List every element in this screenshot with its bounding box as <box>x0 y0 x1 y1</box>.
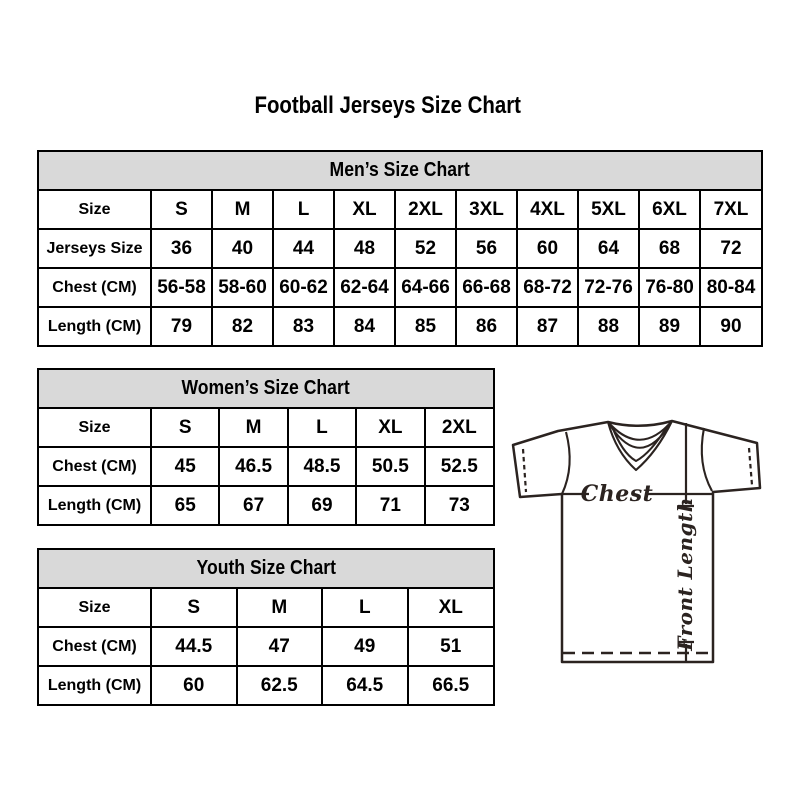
value-cell: 76-80 <box>639 268 700 307</box>
value-cell: 72 <box>700 229 761 268</box>
row-label-cell: Size <box>39 191 151 229</box>
value-cell: 7XL <box>700 191 761 229</box>
value-cell: 2XL <box>425 409 493 447</box>
value-cell: 85 <box>395 307 456 345</box>
page-title-text: Football Jerseys Size Chart <box>254 92 522 119</box>
row-label-cell: Length (CM) <box>39 666 151 704</box>
jersey-measurement-diagram <box>505 405 770 670</box>
value-cell: 4XL <box>517 191 578 229</box>
value-cell: 36 <box>151 229 212 268</box>
table-row <box>39 589 493 627</box>
value-cell: 6XL <box>639 191 700 229</box>
row-label-cell: Size <box>39 589 151 627</box>
value-cell: 80-84 <box>700 268 761 307</box>
value-cell: 50.5 <box>356 447 424 486</box>
value-cell: L <box>288 409 356 447</box>
value-cell: S <box>151 409 219 447</box>
womens-chart-header <box>39 370 493 409</box>
value-cell: 64.5 <box>322 666 408 704</box>
value-cell: 51 <box>408 627 494 666</box>
value-cell: 60 <box>151 666 237 704</box>
table-row <box>39 486 493 524</box>
value-cell: 71 <box>356 486 424 524</box>
womens-size-table <box>39 409 493 524</box>
value-cell: 56-58 <box>151 268 212 307</box>
value-cell: L <box>273 191 334 229</box>
mens-size-table <box>39 191 761 345</box>
value-cell: 62.5 <box>237 666 323 704</box>
value-cell: 65 <box>151 486 219 524</box>
value-cell: M <box>212 191 273 229</box>
value-cell: 88 <box>578 307 639 345</box>
value-cell: 60-62 <box>273 268 334 307</box>
row-label-cell: Chest (CM) <box>39 268 151 307</box>
table-row <box>39 409 493 447</box>
table-row <box>39 666 493 704</box>
row-label-cell: Jerseys Size <box>39 229 151 268</box>
value-cell: M <box>219 409 287 447</box>
value-cell: 79 <box>151 307 212 345</box>
value-cell: 44 <box>273 229 334 268</box>
value-cell: 48.5 <box>288 447 356 486</box>
value-cell: 62-64 <box>334 268 395 307</box>
page-title <box>0 92 776 120</box>
youth-chart-header <box>39 550 493 589</box>
table-row <box>39 191 761 229</box>
value-cell: 66.5 <box>408 666 494 704</box>
value-cell: 69 <box>288 486 356 524</box>
table-row <box>39 229 761 268</box>
value-cell: 87 <box>517 307 578 345</box>
value-cell: 46.5 <box>219 447 287 486</box>
value-cell: 52.5 <box>425 447 493 486</box>
youth-size-table <box>39 589 493 704</box>
value-cell: 72-76 <box>578 268 639 307</box>
value-cell: 44.5 <box>151 627 237 666</box>
value-cell: 73 <box>425 486 493 524</box>
value-cell: 45 <box>151 447 219 486</box>
youth-chart-header-text: Youth Size Chart <box>196 557 336 579</box>
value-cell: 47 <box>237 627 323 666</box>
mens-chart-header-text: Men’s Size Chart <box>329 159 471 181</box>
value-cell: 49 <box>322 627 408 666</box>
value-cell: 5XL <box>578 191 639 229</box>
row-label-cell: Chest (CM) <box>39 627 151 666</box>
value-cell: 66-68 <box>456 268 517 307</box>
value-cell: 83 <box>273 307 334 345</box>
table-row <box>39 447 493 486</box>
mens-size-chart <box>37 150 763 347</box>
womens-chart-header-text: Women’s Size Chart <box>181 377 351 399</box>
value-cell: M <box>237 589 323 627</box>
jersey-outline <box>513 421 760 662</box>
table-row <box>39 268 761 307</box>
value-cell: 48 <box>334 229 395 268</box>
value-cell: XL <box>408 589 494 627</box>
value-cell: 82 <box>212 307 273 345</box>
value-cell: S <box>151 589 237 627</box>
value-cell: XL <box>334 191 395 229</box>
value-cell: 64-66 <box>395 268 456 307</box>
value-cell: 84 <box>334 307 395 345</box>
row-label-cell: Size <box>39 409 151 447</box>
row-label-cell: Length (CM) <box>39 307 151 345</box>
value-cell: 68-72 <box>517 268 578 307</box>
row-label-cell: Length (CM) <box>39 486 151 524</box>
mens-chart-header <box>39 152 761 191</box>
value-cell: S <box>151 191 212 229</box>
womens-size-chart <box>37 368 495 526</box>
row-label-cell: Chest (CM) <box>39 447 151 486</box>
value-cell: 56 <box>456 229 517 268</box>
value-cell: XL <box>356 409 424 447</box>
womens-size-table-body <box>39 409 493 524</box>
value-cell: 86 <box>456 307 517 345</box>
chest-label: Chest <box>580 481 654 507</box>
value-cell: 64 <box>578 229 639 268</box>
youth-size-chart <box>37 548 495 706</box>
value-cell: 60 <box>517 229 578 268</box>
value-cell: 89 <box>639 307 700 345</box>
mens-size-table-body <box>39 191 761 345</box>
value-cell: 68 <box>639 229 700 268</box>
value-cell: 67 <box>219 486 287 524</box>
front-length-label: Front Length <box>673 497 697 651</box>
table-row <box>39 307 761 345</box>
value-cell: 52 <box>395 229 456 268</box>
value-cell: 40 <box>212 229 273 268</box>
value-cell: 90 <box>700 307 761 345</box>
value-cell: 58-60 <box>212 268 273 307</box>
value-cell: 2XL <box>395 191 456 229</box>
youth-size-table-body <box>39 589 493 704</box>
value-cell: 3XL <box>456 191 517 229</box>
value-cell: L <box>322 589 408 627</box>
table-row <box>39 627 493 666</box>
